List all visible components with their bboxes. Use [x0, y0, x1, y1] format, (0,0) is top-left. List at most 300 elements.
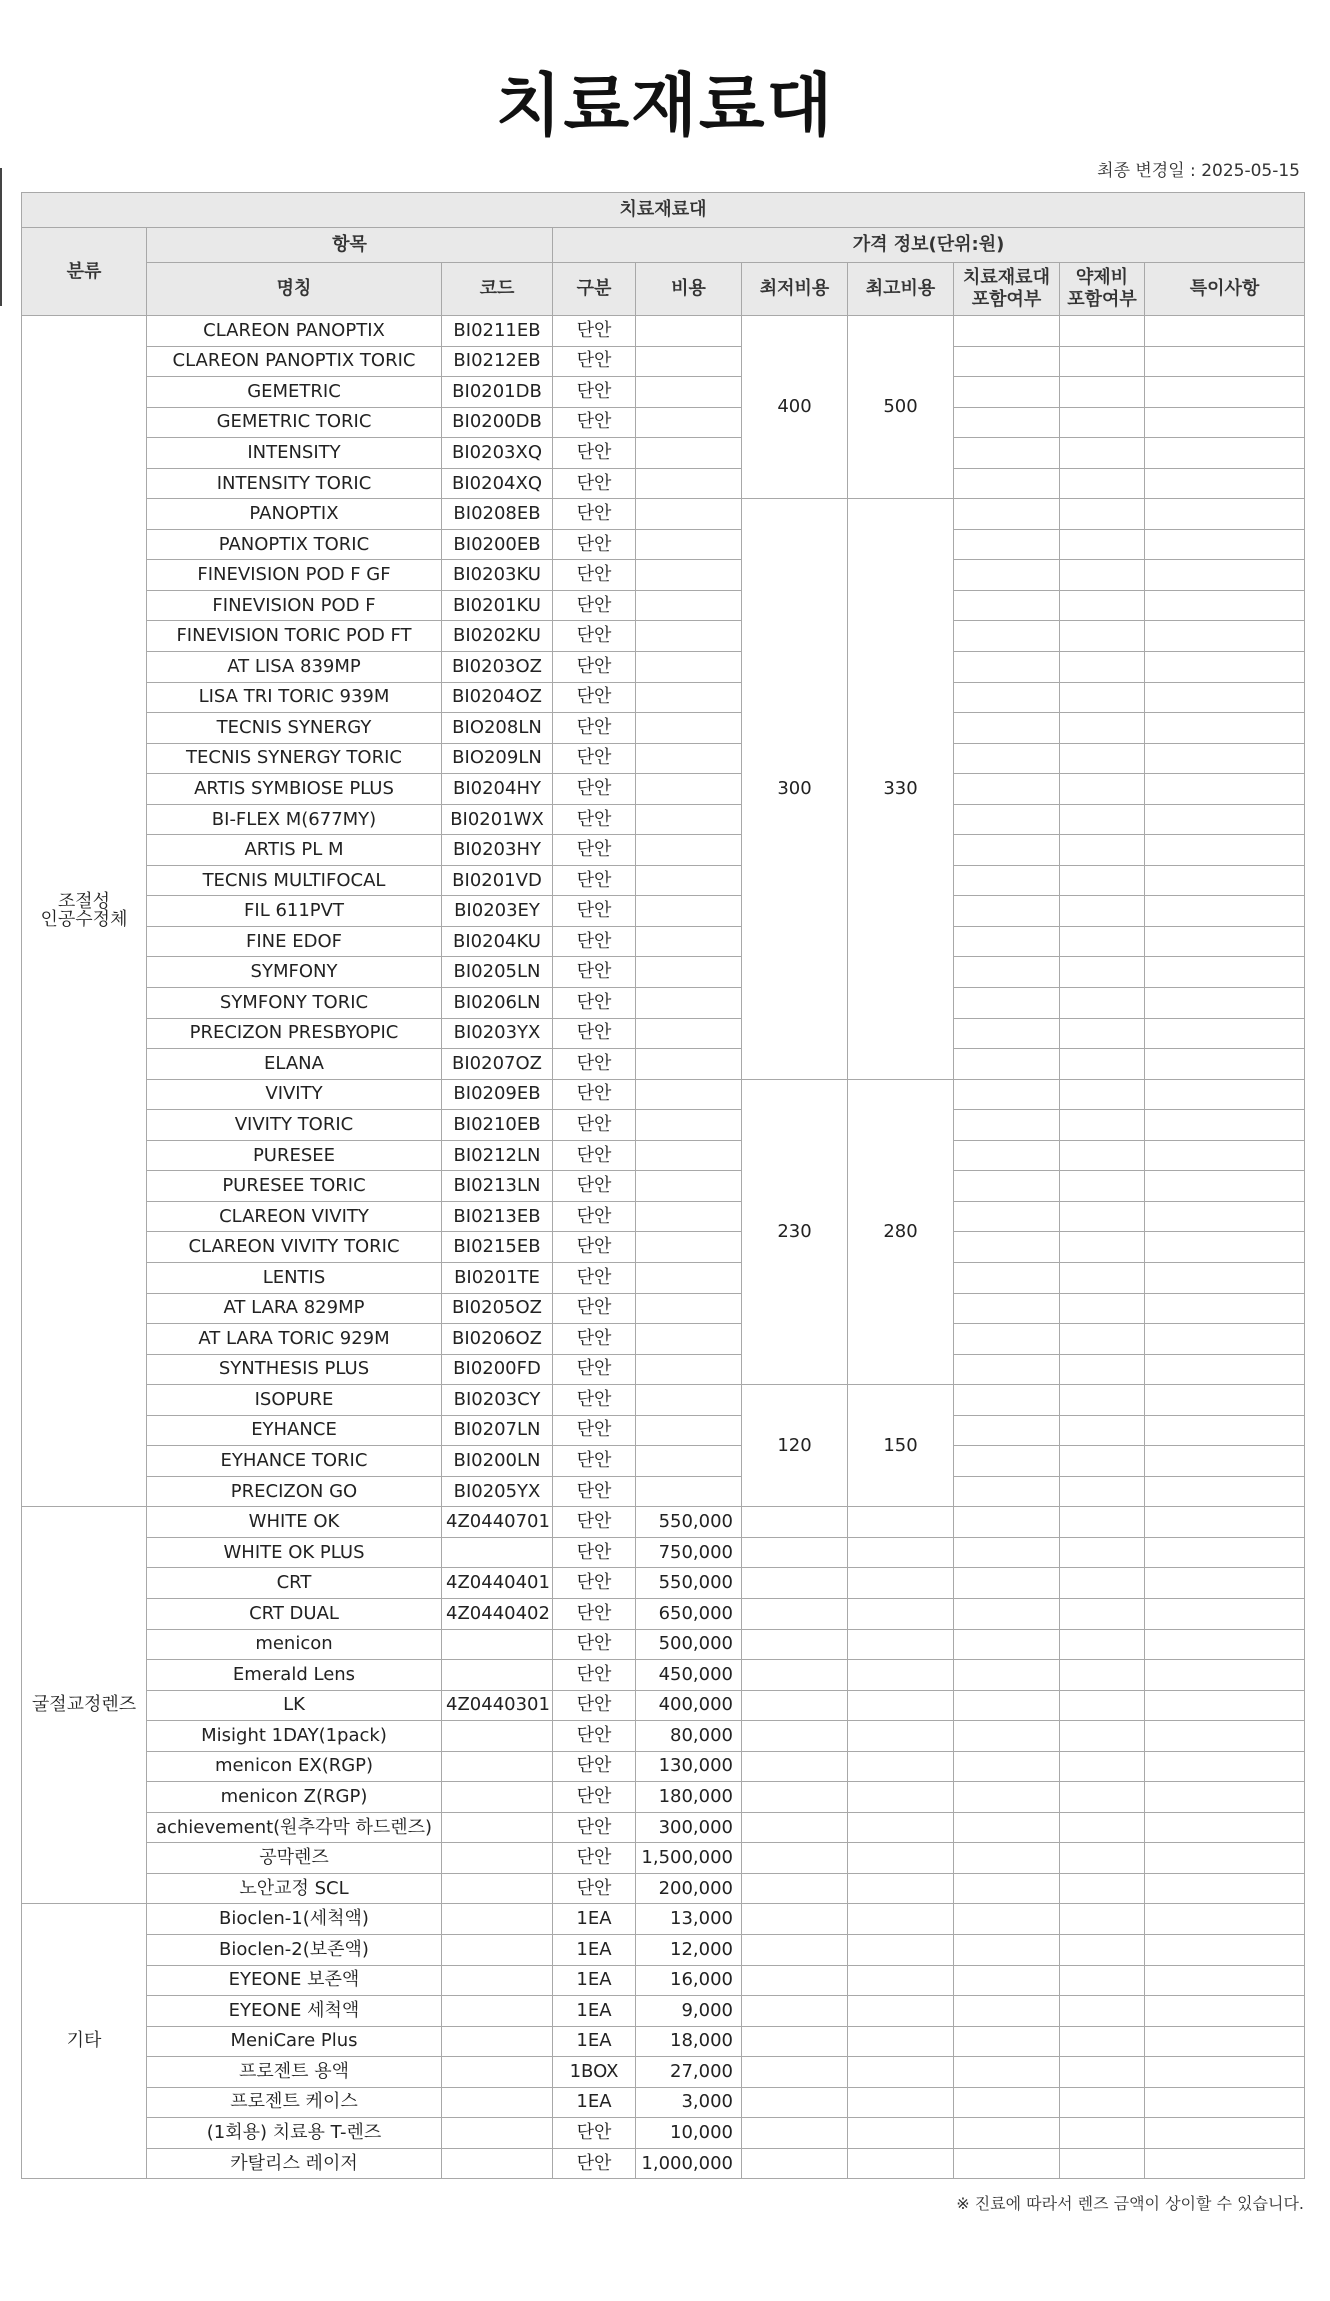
- item-code: [442, 2118, 553, 2149]
- drug-included-cell: [1060, 1018, 1145, 1049]
- material-cost-table: [21, 192, 1305, 2179]
- material-included-cell: [954, 377, 1060, 408]
- item-name: FINEVISION TORIC POD FT: [147, 621, 442, 652]
- material-included-cell: [954, 1110, 1060, 1141]
- min-cost-cell: [742, 1721, 848, 1752]
- drug-included-cell: [1060, 2087, 1145, 2118]
- item-code: BI0200DB: [442, 407, 553, 438]
- item-unit: 단안: [553, 804, 636, 835]
- item-cost: 550,000: [636, 1507, 742, 1538]
- item-name: 노안교정 SCL: [147, 1873, 442, 1904]
- table-row: [22, 1965, 1305, 1996]
- material-included-cell: [954, 407, 1060, 438]
- table-row: [22, 1446, 1305, 1477]
- drug-included-cell: [1060, 1812, 1145, 1843]
- item-code: BI0213EB: [442, 1201, 553, 1232]
- table-row: [22, 1873, 1305, 1904]
- max-cost-cell: 150: [848, 1385, 954, 1507]
- item-unit: 단안: [553, 1873, 636, 1904]
- item-unit: 단안: [553, 377, 636, 408]
- notes-cell: [1145, 1385, 1305, 1416]
- drug-included-cell: [1060, 529, 1145, 560]
- drug-included-cell: [1060, 1965, 1145, 1996]
- item-code: BI0203OZ: [442, 652, 553, 683]
- material-included-cell: [954, 988, 1060, 1019]
- material-included-cell: [954, 865, 1060, 896]
- table-row: [22, 1262, 1305, 1293]
- max-cost-cell: 330: [848, 499, 954, 1079]
- table-row: [22, 468, 1305, 499]
- min-cost-cell: 300: [742, 499, 848, 1079]
- item-code: [442, 1965, 553, 1996]
- drug-included-cell: [1060, 652, 1145, 683]
- item-unit: 단안: [553, 1446, 636, 1477]
- item-unit: 단안: [553, 1690, 636, 1721]
- item-cost: [636, 1140, 742, 1171]
- notes-cell: [1145, 529, 1305, 560]
- drug-included-cell: [1060, 1232, 1145, 1263]
- table-row: [22, 2087, 1305, 2118]
- item-unit: 단안: [553, 1721, 636, 1752]
- material-included-cell: [954, 1873, 1060, 1904]
- table-row: [22, 1568, 1305, 1599]
- material-included-cell: [954, 1201, 1060, 1232]
- item-code: BI0205LN: [442, 957, 553, 988]
- notes-cell: [1145, 743, 1305, 774]
- table-row: [22, 346, 1305, 377]
- material-included-cell: [954, 1721, 1060, 1752]
- item-name: GEMETRIC: [147, 377, 442, 408]
- drug-included-cell: [1060, 1049, 1145, 1080]
- item-cost: [636, 957, 742, 988]
- material-included-cell: [954, 1476, 1060, 1507]
- header-price-info: 가격 정보(단위:원): [553, 228, 1305, 263]
- item-cost: 13,000: [636, 1904, 742, 1935]
- max-cost-cell: [848, 2026, 954, 2057]
- item-name: FINE EDOF: [147, 926, 442, 957]
- item-cost: [636, 1354, 742, 1385]
- min-cost-cell: [742, 1507, 848, 1538]
- item-unit: 단안: [553, 1537, 636, 1568]
- notes-cell: [1145, 1629, 1305, 1660]
- max-cost-cell: [848, 1690, 954, 1721]
- item-name: FINEVISION POD F: [147, 590, 442, 621]
- item-code: [442, 1721, 553, 1752]
- min-cost-cell: [742, 2057, 848, 2088]
- item-unit: 단안: [553, 682, 636, 713]
- drug-included-cell: [1060, 499, 1145, 530]
- drug-included-cell: [1060, 1782, 1145, 1813]
- drug-included-cell: [1060, 1385, 1145, 1416]
- drug-included-cell: [1060, 1934, 1145, 1965]
- material-included-cell: [954, 1018, 1060, 1049]
- material-included-cell: [954, 1262, 1060, 1293]
- item-cost: [636, 865, 742, 896]
- item-cost: [636, 1262, 742, 1293]
- drug-included-cell: [1060, 682, 1145, 713]
- item-name: TECNIS SYNERGY TORIC: [147, 743, 442, 774]
- item-cost: 10,000: [636, 2118, 742, 2149]
- item-cost: [636, 621, 742, 652]
- max-cost-cell: [848, 2148, 954, 2179]
- max-cost-cell: [848, 2057, 954, 2088]
- table-row: [22, 743, 1305, 774]
- item-unit: 단안: [553, 407, 636, 438]
- table-row: [22, 1782, 1305, 1813]
- item-code: 4Z0440701: [442, 1507, 553, 1538]
- item-unit: 단안: [553, 438, 636, 469]
- table-row: [22, 1232, 1305, 1263]
- item-name: AT LARA 829MP: [147, 1293, 442, 1324]
- max-cost-cell: [848, 1812, 954, 1843]
- item-unit: 단안: [553, 774, 636, 805]
- item-name: Misight 1DAY(1pack): [147, 1721, 442, 1752]
- notes-cell: [1145, 377, 1305, 408]
- item-cost: [636, 346, 742, 377]
- drug-included-cell: [1060, 1598, 1145, 1629]
- item-name: VIVITY TORIC: [147, 1110, 442, 1141]
- header-max-cost: 최고비용: [848, 263, 954, 316]
- item-unit: 단안: [553, 1293, 636, 1324]
- item-name: CRT DUAL: [147, 1598, 442, 1629]
- item-name: WHITE OK PLUS: [147, 1537, 442, 1568]
- item-unit: 단안: [553, 1171, 636, 1202]
- item-cost: [636, 835, 742, 866]
- material-included-cell: [954, 438, 1060, 469]
- table-row: [22, 1354, 1305, 1385]
- drug-included-cell: [1060, 896, 1145, 927]
- table-caption: 치료재료대: [22, 193, 1305, 228]
- table-row: [22, 316, 1305, 347]
- material-included-cell: [954, 926, 1060, 957]
- material-included-cell: [954, 2057, 1060, 2088]
- table-row: [22, 1598, 1305, 1629]
- material-included-cell: [954, 1446, 1060, 1477]
- material-included-cell: [954, 1324, 1060, 1355]
- notes-cell: [1145, 988, 1305, 1019]
- material-included-cell: [954, 529, 1060, 560]
- item-cost: [636, 1110, 742, 1141]
- item-code: BI0207LN: [442, 1415, 553, 1446]
- max-cost-cell: 280: [848, 1079, 954, 1384]
- min-cost-cell: [742, 2118, 848, 2149]
- item-name: (1회용) 치료용 T-렌즈: [147, 2118, 442, 2149]
- item-unit: 단안: [553, 1079, 636, 1110]
- material-included-cell: [954, 468, 1060, 499]
- max-cost-cell: [848, 1996, 954, 2027]
- item-unit: 단안: [553, 1140, 636, 1171]
- item-code: [442, 1873, 553, 1904]
- notes-cell: [1145, 2148, 1305, 2179]
- item-name: SYMFONY: [147, 957, 442, 988]
- item-unit: 1BOX: [553, 2057, 636, 2088]
- item-name: FIL 611PVT: [147, 896, 442, 927]
- drug-included-cell: [1060, 1262, 1145, 1293]
- item-code: BI0209EB: [442, 1079, 553, 1110]
- item-unit: 단안: [553, 1110, 636, 1141]
- item-name: EYHANCE: [147, 1415, 442, 1446]
- drug-included-cell: [1060, 1415, 1145, 1446]
- notes-cell: [1145, 560, 1305, 591]
- table-row: [22, 2026, 1305, 2057]
- item-cost: 400,000: [636, 1690, 742, 1721]
- notes-cell: [1145, 682, 1305, 713]
- material-included-cell: [954, 835, 1060, 866]
- item-cost: [636, 988, 742, 1019]
- notes-cell: [1145, 957, 1305, 988]
- item-cost: [636, 774, 742, 805]
- material-included-cell: [954, 1537, 1060, 1568]
- material-included-cell: [954, 1079, 1060, 1110]
- item-unit: 단안: [553, 499, 636, 530]
- notes-cell: [1145, 1201, 1305, 1232]
- material-included-cell: [954, 1598, 1060, 1629]
- item-cost: [636, 499, 742, 530]
- notes-cell: [1145, 926, 1305, 957]
- item-unit: 단안: [553, 1812, 636, 1843]
- item-name: TECNIS SYNERGY: [147, 713, 442, 744]
- table-row: [22, 1721, 1305, 1752]
- item-unit: 단안: [553, 590, 636, 621]
- item-unit: 단안: [553, 1476, 636, 1507]
- notes-cell: [1145, 835, 1305, 866]
- item-code: BI0200EB: [442, 529, 553, 560]
- item-cost: [636, 590, 742, 621]
- material-included-cell: [954, 1934, 1060, 1965]
- item-code: [442, 1782, 553, 1813]
- material-included-cell: [954, 316, 1060, 347]
- min-cost-cell: 400: [742, 316, 848, 499]
- min-cost-cell: [742, 1904, 848, 1935]
- item-name: ARTIS SYMBIOSE PLUS: [147, 774, 442, 805]
- item-code: BIO208LN: [442, 713, 553, 744]
- table-row: [22, 499, 1305, 530]
- item-unit: 단안: [553, 1018, 636, 1049]
- material-included-cell: [954, 1385, 1060, 1416]
- material-included-cell: [954, 1171, 1060, 1202]
- material-included-cell: [954, 621, 1060, 652]
- item-name: CLAREON VIVITY: [147, 1201, 442, 1232]
- max-cost-cell: [848, 1843, 954, 1874]
- drug-included-cell: [1060, 713, 1145, 744]
- drug-included-cell: [1060, 1293, 1145, 1324]
- item-code: BI0215EB: [442, 1232, 553, 1263]
- drug-included-cell: [1060, 865, 1145, 896]
- drug-included-cell: [1060, 1171, 1145, 1202]
- min-cost-cell: [742, 1812, 848, 1843]
- table-row: [22, 774, 1305, 805]
- item-code: BI0204HY: [442, 774, 553, 805]
- max-cost-cell: [848, 1660, 954, 1691]
- material-included-cell: [954, 1690, 1060, 1721]
- item-name: GEMETRIC TORIC: [147, 407, 442, 438]
- item-cost: [636, 713, 742, 744]
- item-name: AT LISA 839MP: [147, 652, 442, 683]
- item-code: BI0213LN: [442, 1171, 553, 1202]
- material-included-cell: [954, 1965, 1060, 1996]
- max-cost-cell: [848, 1751, 954, 1782]
- notes-cell: [1145, 1140, 1305, 1171]
- item-code: BI0200LN: [442, 1446, 553, 1477]
- item-cost: [636, 1049, 742, 1080]
- category-cell: 굴절교정렌즈: [22, 1507, 147, 1904]
- item-unit: 단안: [553, 1385, 636, 1416]
- material-included-cell: [954, 682, 1060, 713]
- notes-cell: [1145, 2118, 1305, 2149]
- page-title: 치료재료대: [495, 67, 835, 146]
- item-cost: 3,000: [636, 2087, 742, 2118]
- item-name: LISA TRI TORIC 939M: [147, 682, 442, 713]
- drug-included-cell: [1060, 377, 1145, 408]
- table-row: [22, 1018, 1305, 1049]
- item-code: [442, 2148, 553, 2179]
- item-code: BI0203CY: [442, 1385, 553, 1416]
- drug-included-cell: [1060, 1904, 1145, 1935]
- table-row: [22, 682, 1305, 713]
- item-cost: 500,000: [636, 1629, 742, 1660]
- max-cost-cell: [848, 2118, 954, 2149]
- header-code: 코드: [442, 263, 553, 316]
- item-unit: 1EA: [553, 1996, 636, 2027]
- table-row: [22, 804, 1305, 835]
- min-cost-cell: [742, 2087, 848, 2118]
- max-cost-cell: [848, 1904, 954, 1935]
- item-unit: 단안: [553, 1415, 636, 1446]
- item-code: [442, 1996, 553, 2027]
- notes-cell: [1145, 1415, 1305, 1446]
- notes-cell: [1145, 774, 1305, 805]
- drug-included-cell: [1060, 2148, 1145, 2179]
- drug-included-cell: [1060, 1690, 1145, 1721]
- max-cost-cell: [848, 1568, 954, 1599]
- item-name: menicon: [147, 1629, 442, 1660]
- table-row: [22, 377, 1305, 408]
- table-row: [22, 1476, 1305, 1507]
- item-name: PRECIZON PRESBYOPIC: [147, 1018, 442, 1049]
- item-unit: 1EA: [553, 2087, 636, 2118]
- item-unit: 단안: [553, 926, 636, 957]
- min-cost-cell: [742, 1873, 848, 1904]
- table-row: [22, 2057, 1305, 2088]
- notes-cell: [1145, 1262, 1305, 1293]
- item-name: FINEVISION POD F GF: [147, 560, 442, 591]
- notes-cell: [1145, 407, 1305, 438]
- material-included-cell: [954, 1507, 1060, 1538]
- drug-included-cell: [1060, 1660, 1145, 1691]
- drug-included-cell: [1060, 1843, 1145, 1874]
- item-code: BI0205OZ: [442, 1293, 553, 1324]
- max-cost-cell: [848, 1629, 954, 1660]
- notes-cell: [1145, 1660, 1305, 1691]
- item-name: TECNIS MULTIFOCAL: [147, 865, 442, 896]
- category-cell: 기타: [22, 1904, 147, 2179]
- category-cell: 조절성 인공수정체: [22, 316, 147, 1507]
- item-unit: 단안: [553, 1629, 636, 1660]
- notes-cell: [1145, 1598, 1305, 1629]
- notes-cell: [1145, 1934, 1305, 1965]
- notes-cell: [1145, 652, 1305, 683]
- item-cost: [636, 1476, 742, 1507]
- item-name: CLAREON PANOPTIX TORIC: [147, 346, 442, 377]
- notes-cell: [1145, 1721, 1305, 1752]
- material-included-cell: [954, 1904, 1060, 1935]
- item-code: BI0211EB: [442, 316, 553, 347]
- notes-cell: [1145, 1171, 1305, 1202]
- item-cost: 650,000: [636, 1598, 742, 1629]
- item-code: BI0206LN: [442, 988, 553, 1019]
- material-included-cell: [954, 1415, 1060, 1446]
- drug-included-cell: [1060, 1751, 1145, 1782]
- notes-cell: [1145, 316, 1305, 347]
- item-unit: 단안: [553, 1568, 636, 1599]
- notes-cell: [1145, 1446, 1305, 1477]
- item-cost: 18,000: [636, 2026, 742, 2057]
- item-name: ARTIS PL M: [147, 835, 442, 866]
- item-name: PURESEE TORIC: [147, 1171, 442, 1202]
- min-cost-cell: [742, 1568, 848, 1599]
- notes-cell: [1145, 1996, 1305, 2027]
- max-cost-cell: [848, 1721, 954, 1752]
- drug-included-cell: [1060, 346, 1145, 377]
- drug-included-cell: [1060, 1201, 1145, 1232]
- item-code: BI0203YX: [442, 1018, 553, 1049]
- table-row: [22, 652, 1305, 683]
- drug-included-cell: [1060, 1140, 1145, 1171]
- item-unit: 단안: [553, 560, 636, 591]
- table-row: [22, 865, 1305, 896]
- header-drug-included: 약제비 포함여부: [1060, 263, 1145, 316]
- item-name: EYEONE 세척액: [147, 1996, 442, 2027]
- notes-cell: [1145, 1873, 1305, 1904]
- item-code: BI0202KU: [442, 621, 553, 652]
- item-code: BI0201TE: [442, 1262, 553, 1293]
- notes-cell: [1145, 1782, 1305, 1813]
- notes-cell: [1145, 804, 1305, 835]
- item-cost: [636, 926, 742, 957]
- header-min-cost: 최저비용: [742, 263, 848, 316]
- material-included-cell: [954, 896, 1060, 927]
- table-row: [22, 1537, 1305, 1568]
- header-name: 명칭: [147, 263, 442, 316]
- drug-included-cell: [1060, 407, 1145, 438]
- drug-included-cell: [1060, 2057, 1145, 2088]
- notes-cell: [1145, 1018, 1305, 1049]
- notes-cell: [1145, 1049, 1305, 1080]
- material-included-cell: [954, 560, 1060, 591]
- drug-included-cell: [1060, 560, 1145, 591]
- item-cost: 27,000: [636, 2057, 742, 2088]
- min-cost-cell: [742, 1660, 848, 1691]
- item-cost: 80,000: [636, 1721, 742, 1752]
- notes-cell: [1145, 2057, 1305, 2088]
- max-cost-cell: [848, 1873, 954, 1904]
- material-included-cell: [954, 1782, 1060, 1813]
- item-name: PANOPTIX: [147, 499, 442, 530]
- item-unit: 단안: [553, 743, 636, 774]
- item-unit: 단안: [553, 957, 636, 988]
- table-row: [22, 621, 1305, 652]
- table-row: [22, 438, 1305, 469]
- item-code: [442, 1904, 553, 1935]
- item-code: BI0210EB: [442, 1110, 553, 1141]
- notes-cell: [1145, 1507, 1305, 1538]
- notes-cell: [1145, 438, 1305, 469]
- min-cost-cell: [742, 1843, 848, 1874]
- table-row: [22, 957, 1305, 988]
- item-code: BI0201KU: [442, 590, 553, 621]
- material-included-cell: [954, 1812, 1060, 1843]
- material-included-cell: [954, 590, 1060, 621]
